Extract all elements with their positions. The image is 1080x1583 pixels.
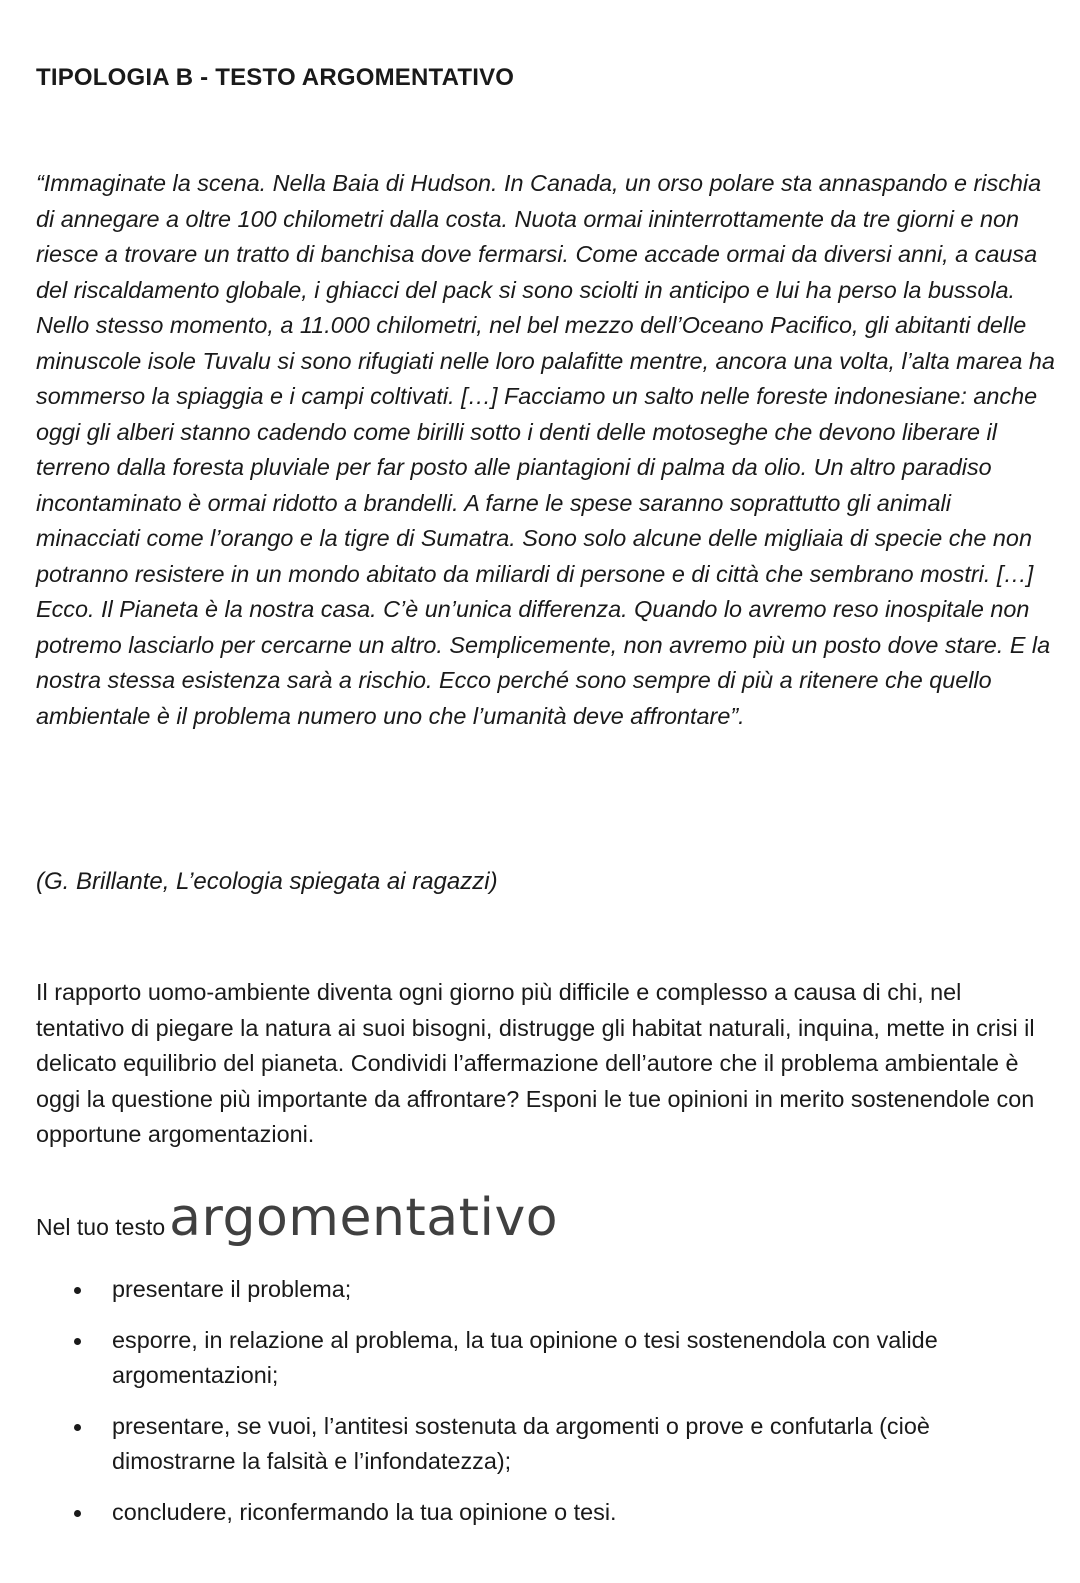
intro-text: Nel tuo testo bbox=[36, 1214, 166, 1240]
bullet-icon bbox=[74, 1424, 81, 1431]
bullet-icon bbox=[74, 1287, 81, 1294]
list-item bbox=[36, 1495, 1056, 1531]
bullet-icon bbox=[74, 1338, 81, 1345]
instructions-intro bbox=[36, 1188, 558, 1248]
list-item bbox=[36, 1323, 1056, 1394]
intro-big-word: argomentativo bbox=[169, 1188, 559, 1248]
list-item-text: presentare il problema; bbox=[112, 1276, 352, 1302]
list-item-text: esporre, in relazione al problema, la tua opinione o tesi sostenendola con valide argomentazioni; bbox=[112, 1326, 938, 1388]
list-item-text: presentare, se vuoi, l’antitesi sostenuta da argomenti o prove e confutarla (cioè dimostrarne la falsità e l’infondatezza); bbox=[112, 1412, 930, 1474]
document-title: TIPOLOGIA B - TESTO ARGOMENTATIVO bbox=[36, 64, 515, 91]
quote-paragraph: “Immaginate la scena. Nella Baia di Hudson. In Canada, un orso polare sta annaspando e rischia di annegare a oltre 100 chilometri dalla costa. Nuota ormai ininterrottamente da tre giorni e non riesce a trovare un tratto di banchisa dove fermarsi. Come accade ormai da diversi anni, a causa del riscaldamento globale, i ghiacci del pack si sono sciolti in anticipo e lui ha perso la bussola. Nello stesso momento, a 11.000 chilometri, nel bel mezzo dell’Oceano Pacifico, gli abitanti delle minuscole isole Tuvalu si sono rifugiati nelle loro palafitte mentre, ancora una volta, l’alta marea ha sommerso la spiaggia e i campi coltivati. […] Facciamo un salto nelle foreste indonesiane: anche oggi gli alberi stanno cadendo come birilli sotto i denti delle motoseghe che devono liberare il terreno dalla foresta pluviale per far posto alle piantagioni di palma da olio. Un altro paradiso incontaminato è ormai ridotto a brandelli. A farne le spese saranno soprattutto gli animali minacciati come l’orango e la tigre di Sumatra. Sono solo alcune delle migliaia di specie che non potranno resistere in un mondo abitato da miliardi di persone e di città che sembrano mostri. […] Ecco. Il Pianeta è la nostra casa. C’è un’unica differenza. Quando lo avremo reso inospitale non potremo lasciarlo per cercarne un altro. Semplicemente, non avremo più un posto dove stare. E la nostra stessa esistenza sarà a rischio. Ecco perché sono sempre di più a ritenere che quello ambientale è il problema numero uno che l’umanità deve affrontare”. bbox=[36, 170, 1055, 729]
list-item bbox=[36, 1409, 1056, 1480]
assignment-prompt: Il rapporto uomo-ambiente diventa ogni giorno più difficile e complesso a causa di chi, nel tentativo di piegare la natura ai suoi bisogni, distrugge gli habitat naturali, inquina, mette in crisi il delicato equilibrio del pianeta. Condividi l’affermazione dell’autore che il problema ambientale è oggi la questione più importante da affrontare? Esponi le tue opinioni in merito sostenendole con opportune argomentazioni. bbox=[36, 979, 1035, 1147]
bullet-icon bbox=[74, 1510, 81, 1517]
instructions-list bbox=[36, 1272, 1056, 1545]
list-item-text: concludere, riconfermando la tua opinione o tesi. bbox=[112, 1498, 617, 1525]
list-item bbox=[36, 1272, 1056, 1308]
quote-source: (G. Brillante, L’ecologia spiegata ai ragazzi) bbox=[36, 868, 498, 895]
